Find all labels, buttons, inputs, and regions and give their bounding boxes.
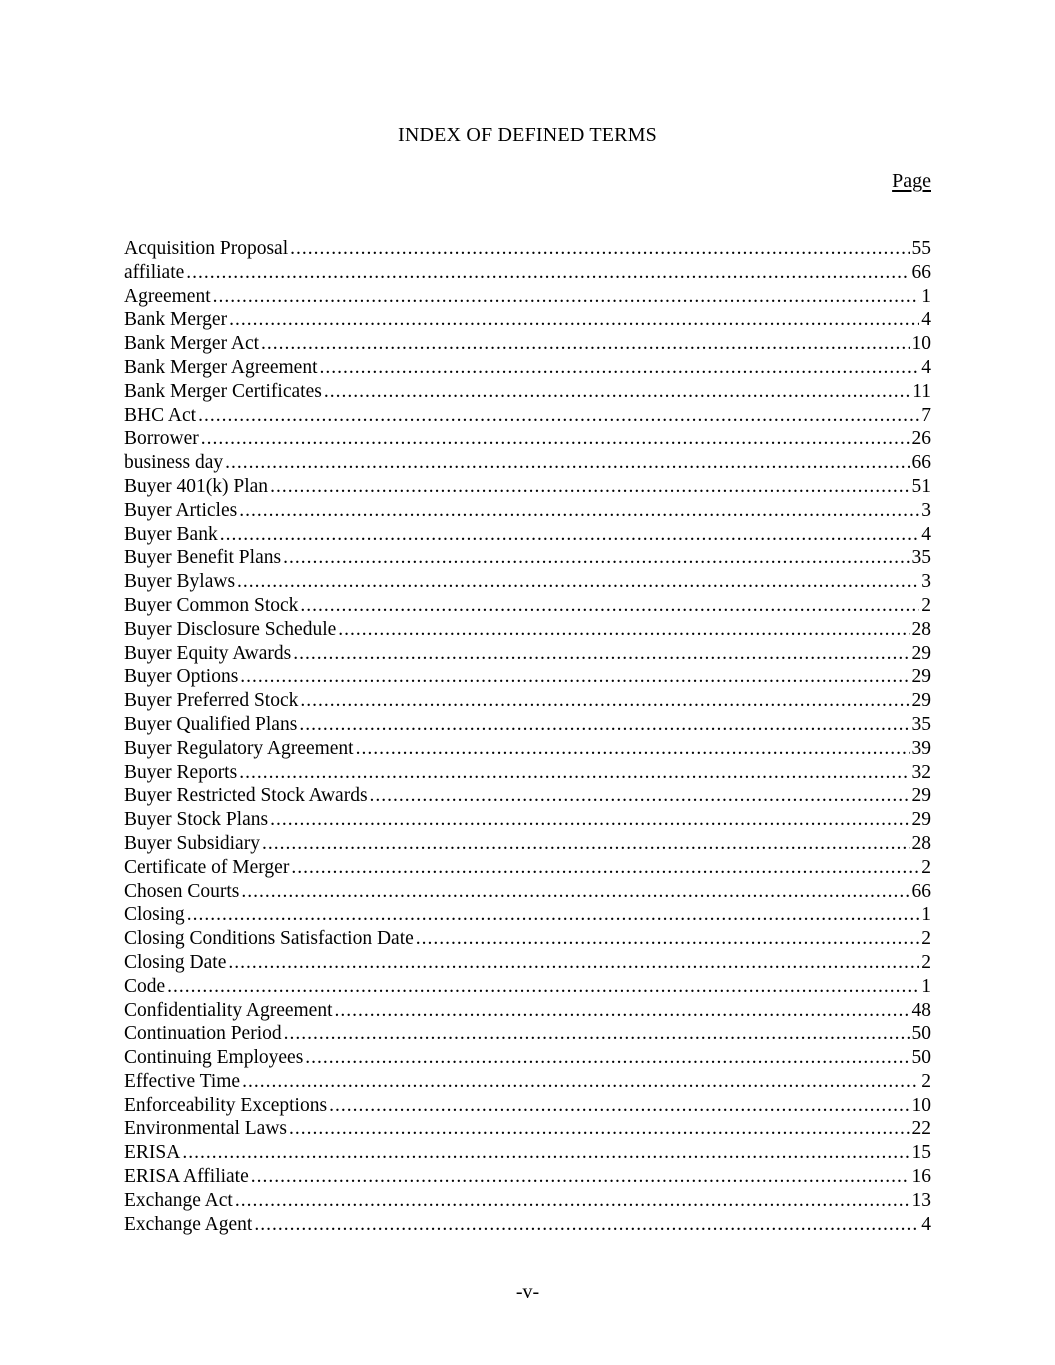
dot-leader: [329, 1094, 909, 1118]
list-item: [124, 1117, 931, 1141]
list-item: [124, 1070, 931, 1094]
dot-leader: [254, 1213, 919, 1237]
list-item: [124, 784, 931, 808]
term-label: Environmental Laws: [124, 1118, 287, 1140]
dot-leader: [291, 856, 919, 880]
dot-leader: [220, 523, 920, 547]
dot-leader: [201, 427, 910, 451]
dot-leader: [225, 451, 909, 475]
page-number: 2: [921, 856, 931, 878]
dot-leader: [370, 784, 910, 808]
dot-leader: [182, 1141, 909, 1165]
page-number: 4: [921, 356, 931, 378]
page-number: 1: [921, 904, 931, 926]
page-title: INDEX OF DEFINED TERMS: [397, 124, 658, 146]
page-number: 66: [911, 261, 931, 283]
page-number: 35: [911, 547, 931, 569]
page-column-header: Page: [892, 170, 931, 192]
dot-leader: [300, 594, 919, 618]
dot-leader: [416, 927, 919, 951]
page-number: 1: [921, 285, 931, 307]
term-label: Chosen Courts: [124, 880, 240, 902]
page-number: 51: [911, 475, 931, 497]
list-item: [124, 999, 931, 1023]
page-number: 29: [911, 666, 931, 688]
page-number: 4: [921, 309, 931, 331]
dot-leader: [293, 642, 909, 666]
dot-leader: [242, 1070, 919, 1094]
page-number: 3: [921, 571, 931, 593]
list-item: [124, 1022, 931, 1046]
page-number: 29: [911, 785, 931, 807]
dot-leader: [228, 951, 919, 975]
list-item: [124, 832, 931, 856]
dot-leader: [338, 618, 909, 642]
term-label: Code: [124, 975, 166, 997]
dot-leader: [239, 499, 919, 523]
list-item: [124, 546, 931, 570]
term-label: Buyer Bylaws: [124, 571, 236, 593]
page-number: 29: [911, 690, 931, 712]
term-label: Continuing Employees: [124, 1047, 304, 1069]
dot-leader: [237, 570, 919, 594]
term-label: Bank Merger Act: [124, 333, 260, 355]
list-item: [124, 356, 931, 380]
dot-leader: [239, 761, 909, 785]
dot-leader: [270, 475, 909, 499]
term-label: Buyer Common Stock: [124, 594, 299, 616]
page-number: 10: [911, 333, 931, 355]
dot-leader: [229, 308, 919, 332]
page-number: 29: [911, 642, 931, 664]
dot-leader: [167, 975, 919, 999]
page-number: 50: [911, 1047, 931, 1069]
page-number: 32: [911, 761, 931, 783]
term-label: Bank Merger: [124, 309, 228, 331]
dot-leader: [187, 903, 920, 927]
footer-page-number: -v-: [515, 1281, 540, 1303]
term-label: Buyer Articles: [124, 499, 238, 521]
term-label: ERISA Affiliate: [124, 1166, 249, 1188]
term-label: affiliate: [124, 261, 185, 283]
list-item: [124, 903, 931, 927]
list-item: [124, 1189, 931, 1213]
page-number: 2: [921, 928, 931, 950]
list-item: [124, 856, 931, 880]
list-item: [124, 594, 931, 618]
term-label: Closing: [124, 904, 185, 926]
page-number: 29: [911, 809, 931, 831]
page-number: 15: [911, 1142, 931, 1164]
page-number: 4: [921, 1213, 931, 1235]
list-item: [124, 1165, 931, 1189]
dot-leader: [320, 356, 920, 380]
list-item: [124, 261, 931, 285]
page-number: 16: [911, 1166, 931, 1188]
list-item: [124, 737, 931, 761]
list-item: [124, 427, 931, 451]
list-item: [124, 927, 931, 951]
list-item: [124, 665, 931, 689]
list-item: [124, 237, 931, 261]
list-item: [124, 808, 931, 832]
term-label: Buyer Preferred Stock: [124, 690, 299, 712]
dot-leader: [198, 404, 919, 428]
list-item: [124, 1046, 931, 1070]
term-label: Buyer Disclosure Schedule: [124, 618, 337, 640]
term-label: Agreement: [124, 285, 211, 307]
term-label: Exchange Act: [124, 1189, 233, 1211]
dot-leader: [284, 1022, 910, 1046]
term-label: Buyer Benefit Plans: [124, 547, 282, 569]
page-number: 55: [911, 238, 931, 259]
term-label: Buyer Restricted Stock Awards: [124, 785, 368, 807]
term-label: Continuation Period: [124, 1023, 282, 1045]
term-label: Buyer Reports: [124, 761, 238, 783]
term-label: Buyer Qualified Plans: [124, 713, 298, 735]
page-number: 2: [921, 1070, 931, 1092]
dot-leader: [261, 332, 909, 356]
dot-leader: [270, 808, 909, 832]
dot-leader: [356, 737, 910, 761]
dot-leader: [240, 665, 909, 689]
list-item: [124, 618, 931, 642]
page-number: 50: [911, 1023, 931, 1045]
term-label: BHC Act: [124, 404, 197, 426]
term-label: Buyer Equity Awards: [124, 642, 292, 664]
list-item: [124, 475, 931, 499]
dot-leader: [213, 285, 920, 309]
page-number: 3: [921, 499, 931, 521]
term-label: Buyer Bank: [124, 523, 218, 545]
list-item: [124, 880, 931, 904]
page-number: 66: [911, 452, 931, 474]
page-number: 1: [921, 975, 931, 997]
list-item: [124, 642, 931, 666]
page-number: 22: [911, 1118, 931, 1140]
page-number: 66: [911, 880, 931, 902]
term-label: Closing Date: [124, 951, 227, 973]
term-label: Borrower: [124, 428, 199, 450]
dot-leader: [241, 880, 909, 904]
page-number: 11: [912, 380, 931, 402]
dot-leader: [289, 1117, 910, 1141]
list-item: [124, 689, 931, 713]
page-number: 26: [911, 428, 931, 450]
term-label: Bank Merger Certificates: [124, 380, 322, 402]
dot-leader: [262, 832, 910, 856]
page-number: 35: [911, 713, 931, 735]
term-label: Buyer Options: [124, 666, 239, 688]
term-label: Confidentiality Agreement: [124, 999, 333, 1021]
term-label: Exchange Agent: [124, 1213, 253, 1235]
dot-leader: [251, 1165, 910, 1189]
defined-terms-list: [124, 237, 931, 1236]
dot-leader: [324, 380, 910, 404]
list-item: [124, 451, 931, 475]
list-item: [124, 332, 931, 356]
term-label: business day: [124, 452, 224, 474]
list-item: [124, 570, 931, 594]
list-item: [124, 285, 931, 309]
page-number: 28: [911, 832, 931, 854]
term-label: Bank Merger Agreement: [124, 356, 318, 378]
dot-leader: [300, 689, 909, 713]
list-item: [124, 308, 931, 332]
term-label: ERISA: [124, 1142, 181, 1164]
list-item: [124, 380, 931, 404]
dot-leader: [186, 261, 909, 285]
page-number: 2: [921, 594, 931, 616]
list-item: [124, 1213, 931, 1237]
page-number: 13: [911, 1189, 931, 1211]
page-number: 4: [921, 523, 931, 545]
dot-leader: [235, 1189, 910, 1213]
list-item: [124, 499, 931, 523]
dot-leader: [299, 713, 909, 737]
term-label: Buyer Subsidiary: [124, 832, 260, 854]
list-item: [124, 1094, 931, 1118]
page-number: 48: [911, 999, 931, 1021]
page-number: 7: [921, 404, 931, 426]
term-label: Closing Conditions Satisfaction Date: [124, 928, 414, 950]
term-label: Buyer 401(k) Plan: [124, 475, 269, 497]
dot-leader: [335, 999, 910, 1023]
list-item: [124, 404, 931, 428]
page-number: 28: [911, 618, 931, 640]
list-item: [124, 951, 931, 975]
list-item: [124, 1141, 931, 1165]
term-label: Certificate of Merger: [124, 856, 290, 878]
dot-leader: [305, 1046, 909, 1070]
list-item: [124, 523, 931, 547]
list-item: [124, 761, 931, 785]
page-number: 2: [921, 951, 931, 973]
dot-leader: [283, 546, 909, 570]
term-label: Enforceability Exceptions: [124, 1094, 328, 1116]
dot-leader: [290, 237, 909, 261]
term-label: Effective Time: [124, 1070, 241, 1092]
page-number: 10: [911, 1094, 931, 1116]
term-label: Acquisition Proposal: [124, 238, 289, 259]
list-item: [124, 713, 931, 737]
page-number: 39: [911, 737, 931, 759]
term-label: Buyer Stock Plans: [124, 809, 269, 831]
term-label: Buyer Regulatory Agreement: [124, 737, 354, 759]
list-item: [124, 975, 931, 999]
